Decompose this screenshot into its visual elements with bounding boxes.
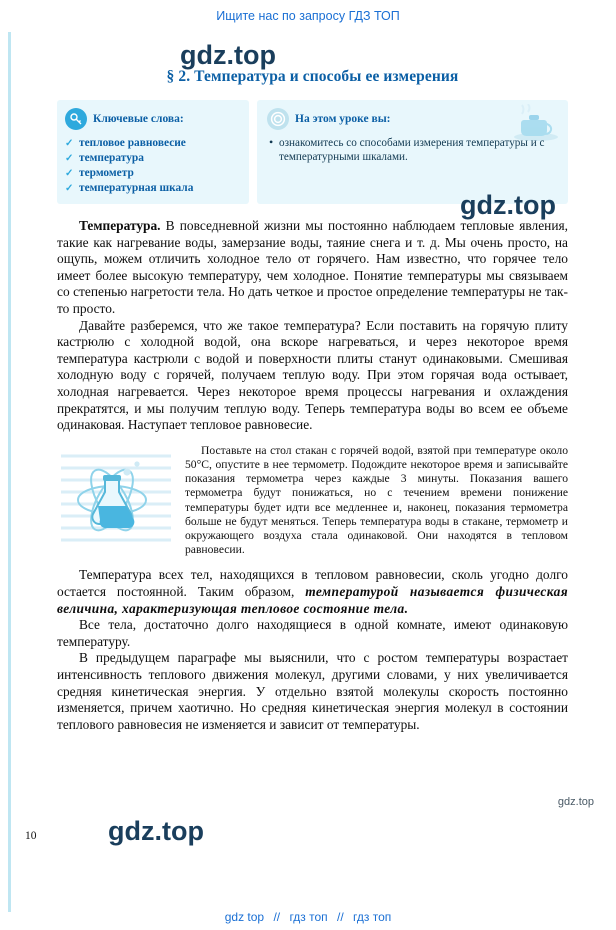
document-page: [8, 32, 608, 912]
keywords-panel: [57, 100, 249, 204]
paragraph-2: Давайте разберемся, что же такое температура? Если поставить на горячую плиту кастрюлю с холодной водой, она вскоре нагреваться, и через некоторое время температура кастрюли с водой и поверхности плиты станут одинаковыми. Смешивая холодную воду с горячей, получаем теплую воду. При этом горячая вода остывает, холодная нагревается. Через некоторое время процессы нагревания и охлаждения прекратятся, и мы получим теплую воду. Теперь температура воды во всем ее объеме одинаковая. Наступает тепловое равновесие.: [57, 317, 568, 433]
footer-link-3[interactable]: гдз топ: [353, 910, 392, 924]
paragraph-1-text: В повседневной жизни мы постоянно наблюдаем тепловые явления, такие как нагревание воды, замерзание воды, таяние снега и т. д. Мы очень просто, на ощупь, можем отличить холодное тело от горячего. Нам известно, что горячее тело имеет более высокую температуру, чем холодное. Понятие температуры мы связываем со степенью нагретости тела. Но дать четкое и простое определение температуры не так-то просто.: [57, 218, 568, 316]
footer-separator-1: //: [273, 910, 281, 924]
paragraph-1: [57, 218, 568, 318]
experiment-block: [57, 444, 568, 558]
watermark-top: gdz.top: [180, 40, 276, 70]
watermark-bottom: gdz.top: [108, 816, 204, 846]
keywords-list: [65, 136, 241, 196]
paragraph-3-text: Температура всех тел, находящихся в тепловом равновесии, сколь угодно долго остается постоянной. Таким образом,: [57, 567, 568, 599]
top-banner-text: Ищите нас по запросу ГДЗ ТОП: [216, 9, 400, 23]
page-title: § 2. Температура и способы ее измерения: [166, 68, 459, 85]
experiment-paragraph: Поставьте на стол стакан с горячей водой, взятой при температуре около 50°C, опустите в нее термометр. Подождите некоторое время и записывайте показания термометра через каждые 3 минуты. Показания вашего термометра будут понижаться, но с течением времени понижение температуры будет идти все медленнее и, наконец, показания термометра больше не будут меняться. Теперь температура воды в стакане, термометр и окружающего воздуха стала одинаковой. Они находятся в тепловом равновесии.: [185, 443, 568, 557]
paragraph-3: [57, 567, 568, 617]
list-item: ✓ температура: [65, 151, 241, 166]
paragraph-1-lead: Температура.: [79, 218, 161, 233]
footer-separator-2: //: [337, 910, 344, 924]
footer-link-2[interactable]: гдз топ: [289, 910, 328, 924]
target-icon: [267, 108, 289, 130]
watermark-small: gdz.top: [557, 796, 594, 808]
key-icon: [65, 108, 87, 130]
top-banner: [0, 0, 616, 32]
experiment-text: [185, 444, 568, 558]
flask-atom-icon: [57, 444, 175, 555]
keywords-panel-header: [65, 108, 241, 130]
list-item: ✓ термометр: [65, 166, 241, 181]
lesson-panel-body: • ознакомитесь со способами измерения температуры и с температурными шкалами.: [267, 136, 558, 164]
page-number: 10: [25, 830, 37, 842]
list-item: ✓ тепловое равновесие: [65, 136, 241, 151]
footer-link-1[interactable]: gdz top: [224, 910, 265, 924]
paragraph-5: В предыдущем параграфе мы выяснили, что с ростом температуры возрастает интенсивность теплового движения молекул, другими словами, у них увеличивается средняя кинетическая энергия. У отдельно взятой молекулы скорость постоянно изменяется, причем хаотично. Но средняя кинетическая энергия молекул в состоянии теплового равновесия не изменяется и зависит от температуры.: [57, 650, 568, 732]
info-panels: [57, 100, 568, 204]
lesson-objectives-panel: [257, 100, 568, 204]
watermark-middle: gdz.top: [460, 190, 556, 220]
lesson-panel-title: На этом уроке вы:: [295, 113, 391, 125]
keywords-panel-title: Ключевые слова:: [93, 113, 184, 125]
footer: [0, 910, 616, 924]
list-item: ✓ температурная шкала: [65, 181, 241, 196]
paragraph-3-definition: температурой называется физическая величина, характеризующая тепловое состояние тела.: [57, 583, 568, 616]
paragraph-4: Все тела, достаточно долго находящиеся в одной комнате, имеют одинаковую температуру.: [57, 617, 568, 649]
